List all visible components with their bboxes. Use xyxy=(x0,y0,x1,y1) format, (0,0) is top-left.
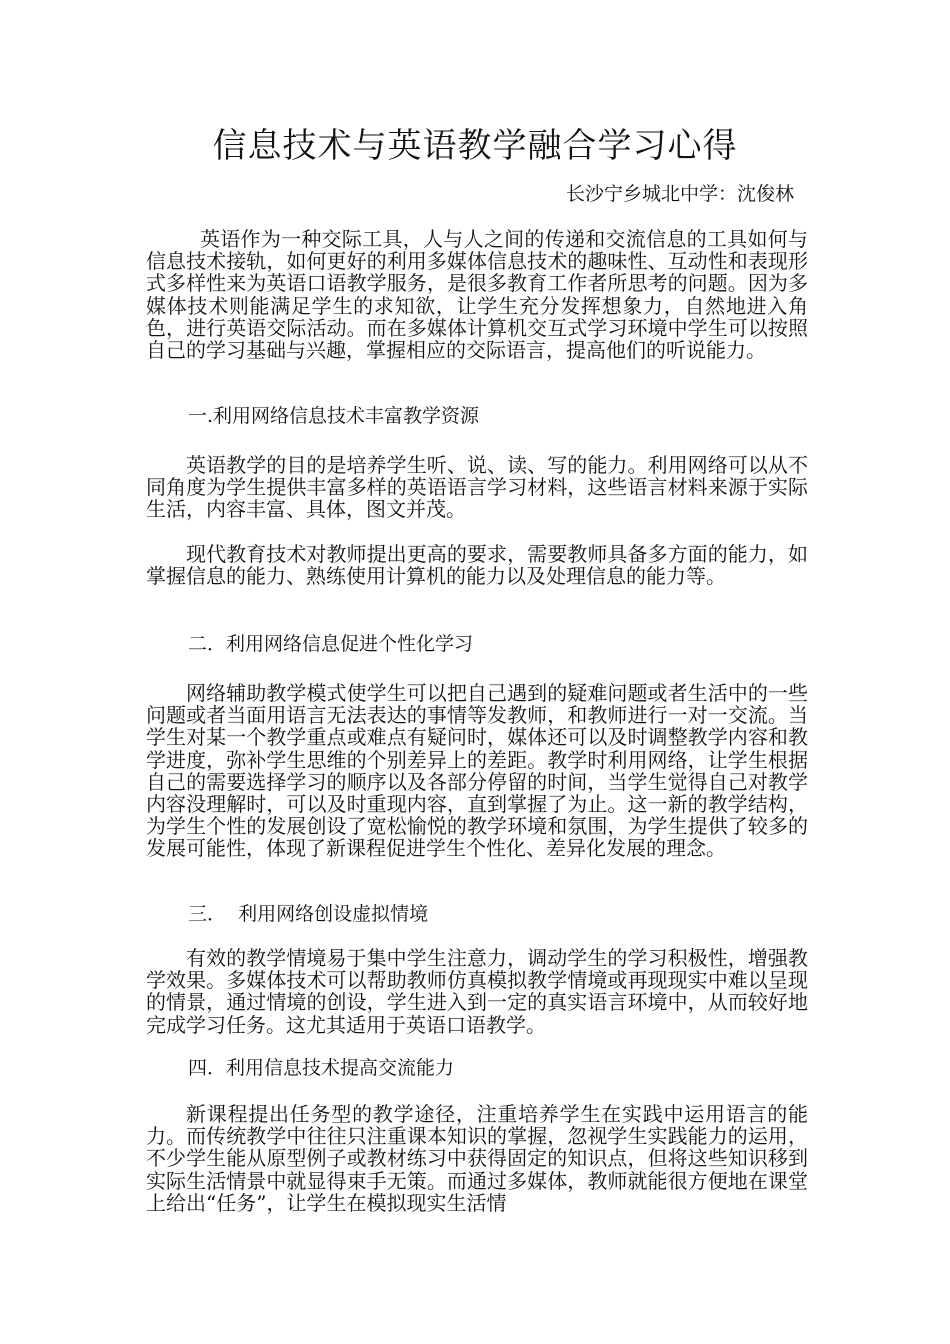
section-1-paragraph-2: 现代教育技术对教师提出更高的要求，需要教师具备多方面的能力，如掌握信息的能力、熟练使用计算机的能力以及处理信息的能力等。 xyxy=(146,542,808,589)
section-4-paragraph-1: 新课程提出任务型的教学途径，注重培养学生在实践中运用语言的能力。而传统教学中往往只注重课本知识的掌握，忽视学生实践能力的运用，不少学生能从原型例子或教材练习中获得固定的知识点，但将这些知识移到实际生活情景中就显得束手无策。而通过多媒体，教师就能很方便地在课堂上给出“任务”，让学生在模拟现实生活情 xyxy=(146,1102,808,1215)
section-2-paragraph-1: 网络辅助教学模式使学生可以把自己遇到的疑难问题或者生活中的一些问题或者当面用语言无法表达的事情等发教师，和教师进行一对一交流。当学生对某一个教学重点或难点有疑问时，媒体还可以及时调整教学内容和教学进度，弥补学生思维的个别差异上的差距。教学时利用网络，让学生根据自己的需要选择学习的顺序以及各部分停留的时间，当学生觉得自己对教学内容没理解时，可以及时重现内容，直到掌握了为止。这一新的教学结构，为学生个性的发展创设了宽松愉悦的教学环境和氛围，为学生提供了较多的发展可能性，体现了新课程促进学生个性化、差异化发展的理念。 xyxy=(146,681,808,861)
section-3-paragraph-1: 有效的教学情境易于集中学生注意力，调动学生的学习积极性，增强教学效果。多媒体技术可以帮助教师仿真模拟教学情境或再现现实中难以呈现的情景，通过情境的创设，学生进入到一定的真实语言环境中，从而较好地完成学习任务。这尤其适用于英语口语教学。 xyxy=(146,946,808,1037)
section-2-heading: 二．利用网络信息促进个性化学习 xyxy=(188,633,474,655)
section-4-heading: 四．利用信息技术提高交流能力 xyxy=(188,1057,455,1079)
section-3-heading: 三． 利用网络创设虚拟情境 xyxy=(188,903,429,925)
document-title: 信息技术与英语教学融合学习心得 xyxy=(212,126,738,166)
section-1-paragraph-1: 英语教学的目的是培养学生听、说、读、写的能力。利用网络可以从不同角度为学生提供丰富多样的英语语言学习材料，这些语言材料来源于实际生活，内容丰富、具体，图文并茂。 xyxy=(146,453,808,522)
section-1-heading: 一.利用网络信息技术丰富教学资源 xyxy=(188,405,480,427)
author-line: 长沙宁乡城北中学：沈俊林 xyxy=(565,183,794,205)
intro-paragraph: 英语作为一种交际工具，人与人之间的传递和交流信息的工具如何与信息技术接轨，如何更好的利用多媒体信息技术的趣味性、互动性和表现形式多样性来为英语口语教学服务，是很多教育工作者所思考的问题。因为多媒体技术则能满足学生的求知欲，让学生充分发挥想象力，自然地进入角色，进行英语交际活动。而在多媒体计算机交互式学习环境中学生可以按照自己的学习基础与兴趣，掌握相应的交际语言，提高他们的听说能力。 xyxy=(146,227,808,363)
